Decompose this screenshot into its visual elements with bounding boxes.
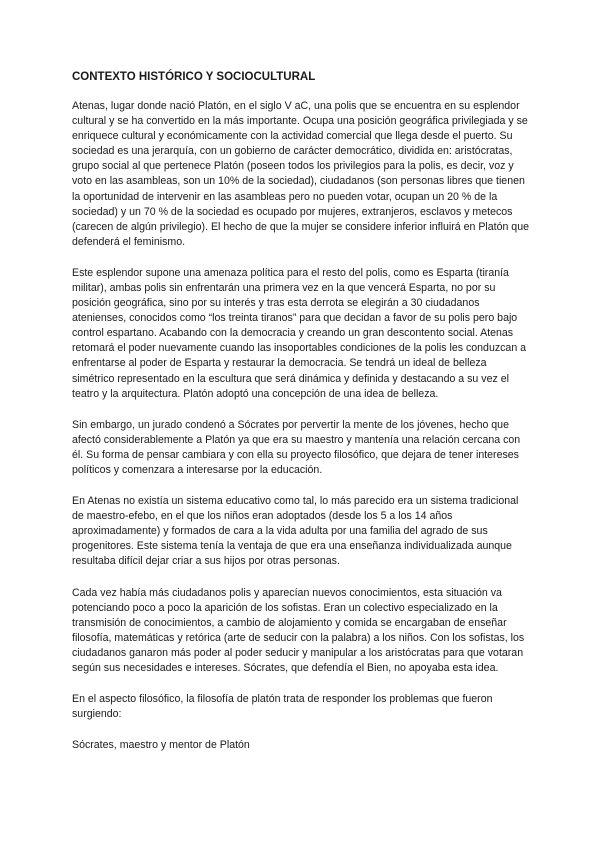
paragraph-socrates-condemnation: Sin embargo, un jurado condenó a Sócrates por pervertir la mente de los jóvenes, hecho que afectó considerablemente a Platón ya que era su maestro y mantenía una relación cercana con él. Su forma de pensar cambiara y con ella su proyecto filosófico, que dejara de tener intereses políticos y comenzara a interesarse por la educación.: [72, 418, 521, 476]
closing-line: Sócrates, maestro y mentor de Platón: [72, 739, 250, 752]
paragraph-esparta-conflict: Este esplendor supone una amenaza política para el resto del polis, como es Esparta (tiranía militar), ambas polis sin enfrentarán una primera vez en la que vencerá Esparta, no por su posición geográfica, sino por su interés y tras esta derrota se elegirán a 30 ciudadanos atenienses, conocidos como “los treinta tiranos” para que decidan a favor de su polis pero bajo control espartano. Acabando con la democracia y creando un gran descontento social. Atenas retomará el poder nuevamente cuando las insoportables condiciones de la polis les conduzcan a enfrentarse al poder de Esparta y restaurar la democracia. Se tendrá un ideal de belleza simétrico representado en la escultura que será dinámica y definida y destacando a su vez el teatro y la arquitectura. Platón adoptó una concepción de una idea de belleza.: [72, 266, 527, 400]
document-page: [72, 70, 530, 753]
paragraph-historical-context: Atenas, lugar donde nació Platón, en el siglo V aC, una polis que se encuentra en su esplendor cultural y se ha convertido en la más importante. Ocupa una posición geográfica privilegiada y se enriquece cultural y económicamente con la actividad comercial que llega desde el puerto. Su sociedad es una jerarquía, con un gobierno de carácter democrático, dividida en: aristócratas, grupo social al que pertenece Platón (poseen todos los privilegios para la polis, es decir, voz y voto en las asambleas, son un 10% de la sociedad), ciudadanos (son personas libres que tienen la oportunidad de intervenir en las asambleas pero no pueden votar, ocupan un 20 % de la sociedad) y un 70 % de la sociedad es ocupado por mujeres, extranjeros, esclavos y metecos (carecen de algún privilegio). El hecho de que la mujer se considere inferior influirá en Platón que defenderá el feminismo.: [72, 99, 529, 248]
document-title: CONTEXTO HISTÓRICO Y SOCIOCULTURAL: [72, 71, 316, 83]
paragraph-education-system: En Atenas no existía un sistema educativo como tal, lo más parecido era un sistema tradicional de maestro-efebo, en el que los niños eran adoptados (desde los 5 a los 14 años aproximadamente) y formados de cara a la vida adulta por una familia del agrado de sus progenitores. Este sistema tenía la ventaja de que era una enseñanza individualizada aunque resultaba difícil dejar criar a sus hijos por otras personas.: [72, 495, 519, 568]
paragraph-sophists: Cada vez había más ciudadanos polis y aparecían nuevos conocimientos, esta situación va potenciando poco a poco la aparición de los sofistas. Eran un colectivo especializado en la transmisión de conocimientos, a cambio de alojamiento y comida se encargaban de enseñar filosofía, matemáticas y retórica (arte de seducir con la palabra) a los niños. Con los sofistas, los ciudadanos ganaron más poder al poder seducir y manipular a los aristócratas para que votaran según sus necesidades e intereses. Sócrates, que defendía el Bien, no apoyaba esta idea.: [72, 586, 525, 675]
paragraph-philosophical-aspect: En el aspecto filosófico, la filosofía de platón trata de responder los problemas que fueron surgiendo:: [72, 693, 493, 721]
